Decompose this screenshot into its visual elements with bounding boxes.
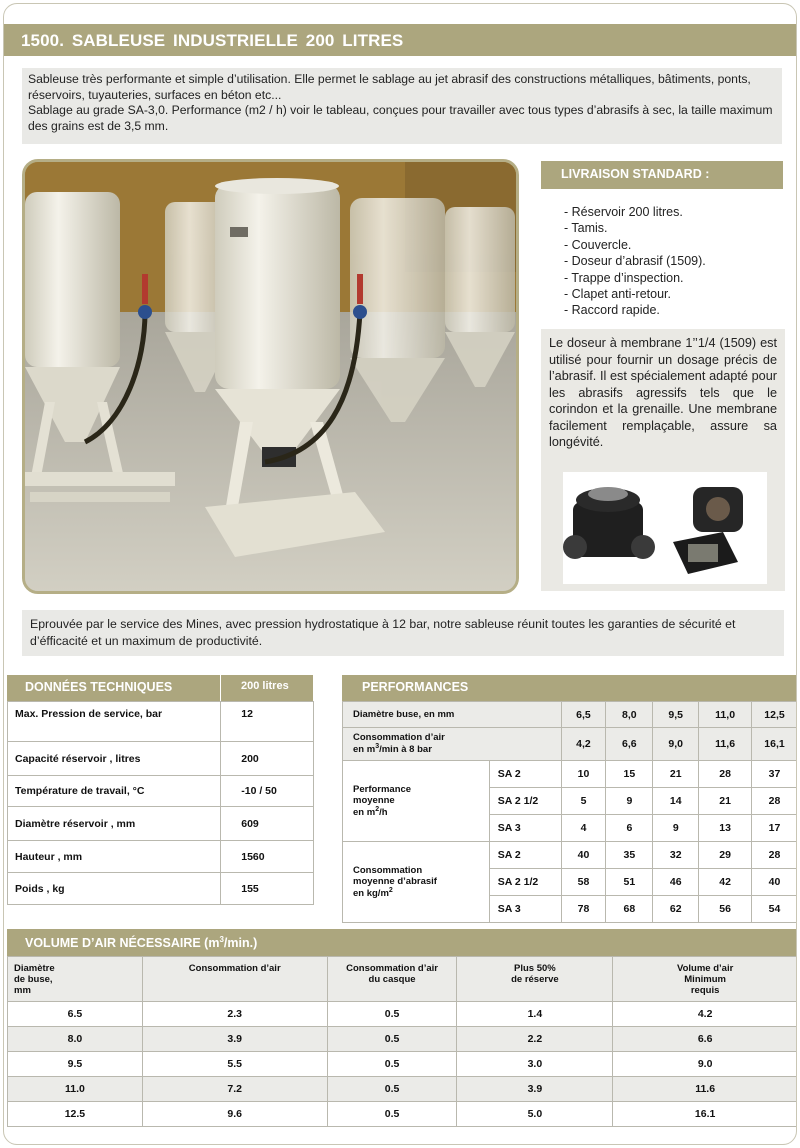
- abr-grade: SA 3: [489, 896, 561, 923]
- intro-text: [22, 68, 782, 144]
- abr-value: 62: [653, 896, 699, 923]
- perf-conso-air-label: [343, 728, 562, 761]
- perf-value: 14: [653, 788, 699, 815]
- air-cell: 6.5: [8, 1002, 143, 1027]
- list-item: - Trappe d’inspection.: [564, 270, 684, 285]
- perf-conso-air-value: 11,6: [699, 728, 752, 761]
- air-cell: 12.5: [8, 1102, 143, 1127]
- perf-value: 21: [653, 761, 699, 788]
- air-cell: 3.9: [142, 1027, 327, 1052]
- air-header-reserve: [457, 957, 613, 1002]
- tech-value: 609: [221, 807, 314, 841]
- perf-performance-line2: moyenne: [353, 794, 395, 806]
- abr-value: 78: [561, 896, 606, 923]
- air-cell: 11.0: [8, 1077, 143, 1102]
- abr-value: 28: [752, 842, 797, 869]
- list-item: - Clapet anti-retour.: [564, 287, 671, 302]
- perf-performance-label: [343, 761, 490, 842]
- perf-grade: SA 2 1/2: [489, 788, 561, 815]
- tech-label: Poids , kg: [8, 873, 221, 905]
- perf-grade: SA 3: [489, 815, 561, 842]
- perf-conso-air-value: 16,1: [752, 728, 797, 761]
- air-cell: 0.5: [327, 1052, 457, 1077]
- perf-buse-value: 6,5: [561, 702, 606, 728]
- perf-abrasif-label: [343, 842, 490, 923]
- tech-label: Hauteur , mm: [8, 841, 221, 873]
- product-photo: [22, 159, 519, 594]
- air-cell: 3.9: [457, 1077, 613, 1102]
- air-heading-a: VOLUME D’AIR NÉCESSAIRE (m: [25, 936, 220, 951]
- air-header-diametre: [8, 957, 143, 1002]
- air-header-line: du casque: [368, 974, 416, 985]
- perf-abrasif-unit: en kg/m: [353, 888, 389, 900]
- livraison-heading: LIVRAISON STANDARD :: [541, 161, 783, 189]
- air-cell: 9.5: [8, 1052, 143, 1077]
- tech-value: -10 / 50: [221, 776, 314, 807]
- perf-value: 6: [606, 815, 653, 842]
- abr-value: 35: [606, 842, 653, 869]
- abr-value: 40: [752, 869, 797, 896]
- abr-value: 29: [699, 842, 752, 869]
- abr-value: 58: [561, 869, 606, 896]
- perf-performance-sup: 2: [375, 805, 380, 813]
- abr-value: 32: [653, 842, 699, 869]
- abr-value: 68: [606, 896, 653, 923]
- perf-value: 28: [699, 761, 752, 788]
- doseur-text: Le doseur à membrane 1’’1/4 (1509) est utilisé pour fournir un dosage précis de l’abrasif. Il est spécialement adapté pour les abrasifs agressifs tels que le corindon et la grenaille. Une membrane facilement remplaçable, assure sa longévité.: [549, 336, 777, 449]
- perf-conso-air-line1: Consommation d’air: [353, 732, 445, 744]
- perf-abrasif-line2: moyenne d’abrasif: [353, 875, 437, 887]
- perf-value: 15: [606, 761, 653, 788]
- air-cell: 0.5: [327, 1077, 457, 1102]
- tech-value: 155: [221, 873, 314, 905]
- perf-grade: SA 2: [489, 761, 561, 788]
- air-header-line: Volume d’air: [676, 963, 734, 974]
- air-header-line: Plus 50%: [514, 963, 556, 974]
- air-cell: 5.0: [457, 1102, 613, 1127]
- tech-value: 12: [221, 702, 314, 742]
- tech-value: 200: [221, 742, 314, 776]
- air-header-line: mm: [14, 985, 31, 996]
- air-cell: 8.0: [8, 1027, 143, 1052]
- tech-table: [7, 701, 314, 905]
- perf-buse-label: Diamètre buse, en mm: [343, 702, 562, 728]
- page-title: 1500. SABLEUSE INDUSTRIELLE 200 LITRES: [4, 24, 797, 56]
- air-header-line: requis: [690, 985, 720, 996]
- perf-value: 37: [752, 761, 797, 788]
- air-cell: 0.5: [327, 1102, 457, 1127]
- air-cell: 1.4: [457, 1002, 613, 1027]
- perf-value: 9: [653, 815, 699, 842]
- air-header-line: Minimum: [684, 974, 726, 985]
- air-header-line: Consommation d’air: [188, 963, 281, 974]
- air-cell: 2.3: [142, 1002, 327, 1027]
- perf-value: 9: [606, 788, 653, 815]
- perf-buse-value: 12,5: [752, 702, 797, 728]
- tech-label: Max. Pression de service, bar: [8, 702, 221, 742]
- abr-value: 46: [653, 869, 699, 896]
- tech-label: Capacité réservoir , litres: [8, 742, 221, 776]
- abr-value: 51: [606, 869, 653, 896]
- abr-grade: SA 2 1/2: [489, 869, 561, 896]
- air-cell: 0.5: [327, 1027, 457, 1052]
- tech-label: Température de travail, °C: [8, 776, 221, 807]
- air-cell: 4.2: [613, 1002, 797, 1027]
- perf-value: 17: [752, 815, 797, 842]
- air-heading-b: /min.): [223, 936, 258, 951]
- perf-value: 28: [752, 788, 797, 815]
- air-header-volume: [613, 957, 797, 1002]
- perf-value: 4: [561, 815, 606, 842]
- air-cell: 11.6: [613, 1077, 797, 1102]
- air-cell: 3.0: [457, 1052, 613, 1077]
- perf-table: [342, 701, 797, 923]
- perf-value: 5: [561, 788, 606, 815]
- list-item: - Doseur d’abrasif (1509).: [564, 254, 706, 269]
- perf-conso-air-unit-a: en m: [353, 744, 376, 756]
- air-cell: 2.2: [457, 1027, 613, 1052]
- tech-column-heading: 200 litres: [221, 675, 313, 701]
- perf-conso-air-value: 6,6: [606, 728, 653, 761]
- air-header-line: de buse,: [14, 974, 53, 985]
- air-header-line: Consommation d’air: [346, 963, 438, 974]
- perf-conso-air-value: 9,0: [653, 728, 699, 761]
- page-frame: [3, 3, 797, 1145]
- air-cell: 0.5: [327, 1002, 457, 1027]
- perf-buse-value: 8,0: [606, 702, 653, 728]
- abr-value: 42: [699, 869, 752, 896]
- air-cell: 9.0: [613, 1052, 797, 1077]
- list-item: - Réservoir 200 litres.: [564, 205, 683, 219]
- perf-conso-air-sup: 3: [375, 743, 380, 751]
- perf-conso-air-value: 4,2: [561, 728, 606, 761]
- abr-value: 56: [699, 896, 752, 923]
- abr-value: 40: [561, 842, 606, 869]
- livraison-list: [564, 204, 784, 319]
- air-cell: 6.6: [613, 1027, 797, 1052]
- abr-value: 54: [752, 896, 797, 923]
- air-table: [7, 956, 797, 1127]
- perf-performance-unit-a: en m: [353, 807, 376, 819]
- intro-paragraph-1: Sableuse très performante et simple d’utilisation. Elle permet le sablage au jet abrasif des constructions métalliques, bâtiments, ponts, réservoirs, tuyauteries, surfaces en béton etc...: [28, 72, 751, 102]
- air-cell: 9.6: [142, 1102, 327, 1127]
- list-item: - Raccord rapide.: [564, 303, 660, 318]
- perf-conso-air-unit-b: /min à 8 bar: [379, 744, 432, 756]
- perf-buse-value: 11,0: [699, 702, 752, 728]
- perf-abrasif-line1: Consommation: [353, 864, 423, 876]
- list-item: - Couvercle.: [564, 237, 632, 252]
- air-header-casque: [327, 957, 457, 1002]
- perf-buse-value: 9,5: [653, 702, 699, 728]
- air-cell: 7.2: [142, 1077, 327, 1102]
- doseur-description: [541, 329, 785, 591]
- air-header-line: de réserve: [511, 974, 559, 985]
- air-heading-sup: 3: [219, 935, 224, 944]
- perf-value: 21: [699, 788, 752, 815]
- perf-performance-unit-b: /h: [379, 807, 388, 819]
- certification-text: Eprouvée par le service des Mines, avec pression hydrostatique à 12 bar, notre sableuse réunit toutes les garanties de sécurité et d’éfficacité et un maximum de productivité.: [22, 610, 784, 656]
- perf-value: 10: [561, 761, 606, 788]
- air-header-line: Diamètre: [14, 963, 55, 974]
- perf-abrasif-sup: 2: [388, 886, 393, 894]
- tech-value: 1560: [221, 841, 314, 873]
- air-cell: 16.1: [613, 1102, 797, 1127]
- air-heading: [7, 929, 797, 956]
- list-item: - Tamis.: [564, 221, 608, 236]
- sandblaster-illustration: [25, 162, 516, 591]
- perf-heading: PERFORMANCES: [342, 675, 797, 701]
- air-cell: 5.5: [142, 1052, 327, 1077]
- tech-heading: DONNÉES TECHNIQUES: [7, 675, 220, 701]
- tech-label: Diamètre réservoir , mm: [8, 807, 221, 841]
- perf-value: 13: [699, 815, 752, 842]
- air-header-conso: [142, 957, 327, 1002]
- membrane-valve-photo: [563, 472, 767, 584]
- intro-paragraph-2: Sablage au grade SA-3,0. Performance (m2 / h) voir le tableau, conçues pour travailler avec tous types d’abrasifs à sec, la taille maximum des grains est de 3,5 mm.: [28, 103, 773, 133]
- perf-performance-line1: Performance: [353, 783, 412, 795]
- abr-grade: SA 2: [489, 842, 561, 869]
